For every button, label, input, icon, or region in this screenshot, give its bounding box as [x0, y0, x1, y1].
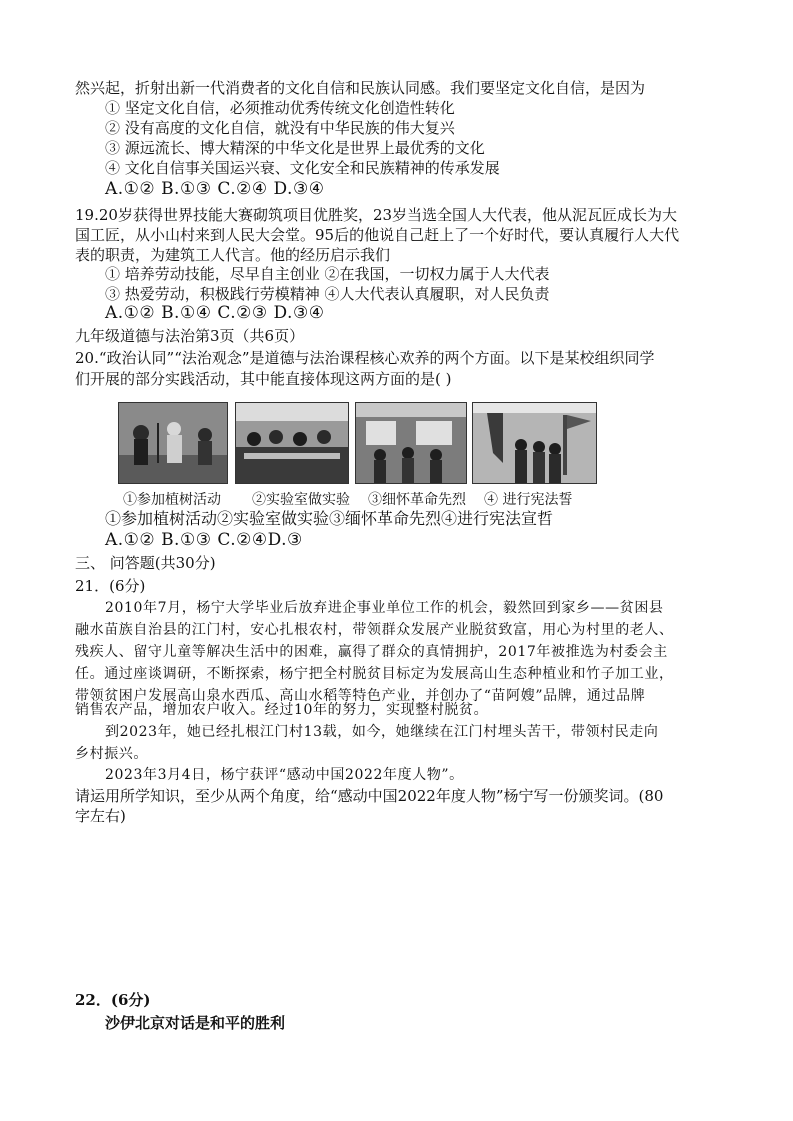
q21-para2-line-1: 到2023年，她已经扎根江门村13载，如今，她继续在江门村埋头苦干，带领村民走向	[105, 724, 659, 740]
q21-para1-line-3: 残疾人、留守儿童等解决生活中的困难，赢得了群众的真情拥护，2017年被推选为村委会主	[75, 644, 668, 660]
q21-question-line-1: 请运用所学知识，至少从两个角度，给“感动中国2022年度人物”杨宁写一份颁奖词。(80	[75, 787, 664, 805]
q20-stem-line-2: 们开展的部分实践活动，其中能直接体现这两方面的是( )	[75, 370, 452, 388]
q21-header: 21．(6分)	[75, 577, 146, 595]
q19-options-row-2: ③ 热爱劳动，积极践行劳模精神 ④人大代表认真履职，对人民负责	[105, 285, 550, 303]
photo-constitution-oath	[472, 402, 597, 484]
q20-answer-choices: A.①② B.①③ C.②④D.③	[105, 530, 303, 550]
q19-stem-line-1: 19.20岁获得世界技能大赛砌筑项目优胜奖，23岁当选全国人大代表，他从泥瓦匠成长为大	[75, 206, 678, 224]
q18-option-4: ④ 文化自信事关国运兴衰、文化安全和民族精神的传承发展	[105, 159, 500, 177]
q19-stem-line-2: 国工匠，从小山村来到人民大会堂。95后的他说自己赶上了一个好时代，要认真履行人大代	[75, 226, 680, 244]
photo-lab-experiment	[235, 402, 349, 484]
q18-option-1: ① 坚定文化自信，必须推动优秀传统文化创造性转化	[105, 99, 455, 117]
q21-para1-line-6: 销售农产品，增加农户收入。经过10年的努力，实现整村脱贫。	[75, 702, 489, 718]
photo-caption-1: ①参加植树活动	[123, 492, 221, 508]
q22-subtitle: 沙伊北京对话是和平的胜利	[105, 1014, 286, 1032]
q19-answer-choices: A.①② B.①④ C.②③ D.③④	[105, 303, 325, 323]
q21-para2-line-2: 乡村振兴。	[75, 746, 148, 762]
section-3-title: 三、 问答题(共30分)	[75, 554, 216, 572]
photo-revolutionary-memorial	[355, 402, 467, 484]
photo-tree-planting	[118, 402, 228, 484]
q22-header: 22．(6分)	[75, 991, 151, 1009]
photo-caption-4: ④ 进行宪法誓	[484, 492, 573, 508]
q18-stem-tail: 然兴起，折射出新一代消费者的文化自信和民族认同感。我们要坚定文化自信，是因为	[75, 79, 646, 97]
q19-options-row-1: ① 培养劳动技能，尽早自主创业 ②在我国，一切权力属于人大代表	[105, 265, 550, 283]
photo-caption-2: ②实验室做实验	[252, 492, 350, 508]
q18-option-2: ② 没有高度的文化自信，就没有中华民族的伟大复兴	[105, 119, 455, 137]
q18-answer-choices: A.①② B.①③ C.②④ D.③④	[105, 179, 325, 199]
q21-para3: 2023年3月4日，杨宁获评“感动中国2022年度人物”。	[105, 767, 464, 783]
q21-para1-line-2: 融水苗族自治县的江门村，安心扎根农村，带领群众发展产业脱贫致富，用心为村里的老人、	[75, 622, 674, 638]
q18-option-3: ③ 源远流长、博大精深的中华文化是世界上最优秀的文化	[105, 139, 485, 157]
page-footer: 九年级道德与法治第3页（共6页）	[75, 327, 305, 345]
q20-activity-line: ①参加植树活动②实验室做实验③缅怀革命先烈④进行宪法宣哲	[105, 509, 554, 528]
photo-caption-3: ③细怀革命先烈	[368, 492, 466, 508]
q19-stem-line-3: 表的职责，为建筑工人代言。他的经历启示我们	[75, 246, 391, 264]
q21-para1-line-4: 任。通过座谈调研，不断探索，杨宁把全村脱贫目标定为发展高山生态种植业和竹子加工业，	[75, 666, 674, 682]
q21-para1-line-5: 带领贫困户发展高山泉水西瓜、高山水稻等特色产业，并创办了“苗阿嫂”品牌，通过品牌	[75, 688, 646, 704]
q20-stem-line-1: 20.“政治认同”“法治观念”是道德与法治课程核心欢养的两个方面。以下是某校组织同学	[75, 349, 655, 367]
q21-para1-line-1: 2010年7月，杨宁大学毕业后放弃进企事业单位工作的机会，毅然回到家乡——贫困县	[105, 600, 664, 616]
q21-question-line-2: 字左右)	[75, 807, 126, 825]
